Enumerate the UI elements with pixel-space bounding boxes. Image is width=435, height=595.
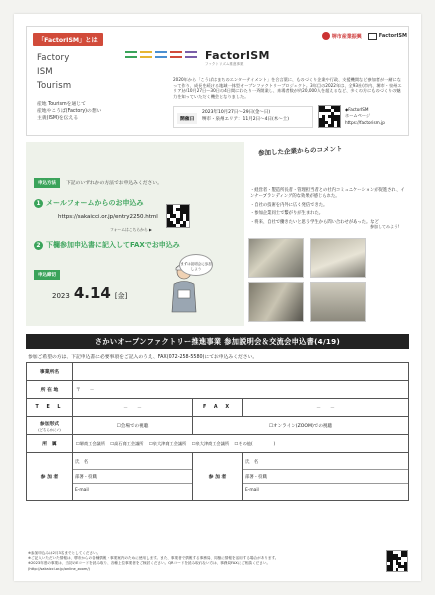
header-logos [322, 32, 407, 40]
name-field[interactable] [99, 456, 192, 470]
form-link[interactable]: フォームはこちらから ▶ [110, 227, 152, 232]
deadline [52, 284, 127, 302]
qr-code-icon[interactable] [318, 105, 341, 128]
hp-line: ◆FactorISM [345, 107, 369, 112]
participant-block-1[interactable] [73, 453, 193, 501]
period-line: 2023年10月27日～29日(金～日) [202, 110, 271, 115]
factorism-small-logo [368, 33, 407, 40]
deadline-date: 4.14 [73, 284, 111, 302]
dept-field[interactable] [99, 470, 192, 484]
email-field[interactable] [99, 484, 192, 498]
address-field[interactable] [73, 381, 409, 399]
factorism-box-icon [368, 33, 377, 40]
period-box [173, 106, 313, 128]
intro-text: 2020年から「こうばはまちのエンターテイメント」を合言葉に、ものづくり企業や行政、支援機関など参加者が一緒になって作り、成長を続ける地域一体型オープンファクトリープロジェクト。3年目の2022年は、全93社(市内、堺市・泉州エリア)が10月27日～30日の4日間にわたり一斉開業し、来場者数が約20,000人を超えるなど、多くの方にものづくりの魅力を知っていただく機会となりました。 [173, 77, 402, 100]
footer-notes [28, 551, 358, 572]
qr-module [337, 124, 340, 127]
participant-grid [73, 456, 192, 498]
step-two [34, 240, 180, 250]
speech-bubble: まずは説明会に参加しよう [179, 254, 213, 276]
member-option[interactable]: ☐泉大津商工会議所 [149, 440, 187, 446]
method-online-checkbox[interactable]: ☐オンライン(ZOOM)での視聴 [193, 417, 409, 435]
step-one [34, 198, 144, 208]
intro-panel [26, 26, 409, 136]
tourism-word: Tourism [37, 81, 72, 91]
company-field[interactable] [73, 363, 409, 381]
factory-subtext [37, 102, 101, 123]
member-option[interactable]: ☐その他( ) [234, 440, 276, 446]
step-two-label: 下欄参加申込書に記入してFAXでお申込み [46, 241, 180, 249]
brand-sub: ファクトリズム推進事業 [205, 62, 244, 66]
comments-head: 参加した企業からのコメント [257, 144, 343, 158]
period-line: 堺市・泉州エリア：11月2日～4日(木～土) [202, 116, 289, 122]
factory-ism-tourism [37, 51, 71, 93]
postal-mark: 〒 － [76, 387, 95, 393]
participant-label-2: 参 加 者 [193, 453, 243, 501]
period-text [202, 110, 289, 124]
name-label: 氏 名 [243, 456, 269, 470]
dept-label: 部署・役職 [73, 470, 99, 484]
footer-line[interactable]: (http://sakaicci.or.jp/online_zoom/) [28, 566, 90, 571]
comment-item: ・経営者・製造所長者・管理担当者との社内コミュニケーションが促進され、インナーブランディング的な効果が感じられた。 [250, 188, 405, 200]
factory-photo [248, 238, 304, 278]
method-label [27, 417, 73, 435]
qr-code-icon[interactable] [166, 204, 190, 228]
comment-item: ・自社の技術を内外に広く発信できた。 [250, 202, 328, 208]
city-name: 堺市産業振興 [331, 33, 362, 40]
footer-line: ※ご記入いただいた情報は、堺市からの各種情報・事業案内のために使用します。また、事業者で情報する事務局、同様に情報を活用する場合があります。 [28, 556, 279, 561]
address-label: 所 在 地 [27, 381, 73, 399]
name-field[interactable] [269, 456, 408, 470]
method-text: 下記のいずれかの方法でお申込みください。 [66, 181, 162, 186]
fax-field[interactable]: － － [243, 399, 409, 417]
member-label: 所 属 [27, 435, 73, 453]
application-form [26, 362, 409, 501]
method-venue-checkbox[interactable]: ☐会場での視聴 [73, 417, 193, 435]
name-label: 氏 名 [73, 456, 99, 470]
qr-code-icon[interactable] [386, 550, 408, 572]
factory-sub-line: 産地やこうば(Factory)の想い [37, 108, 102, 114]
form-lead: 参加ご希望の方は、下記申込書に必要事項をご記入のうえ、FAX(072-258-5580)にてお申込みください。 [28, 355, 258, 360]
entry-url[interactable]: https://sakaicci.or.jp/entry2250.html [58, 214, 158, 220]
tel-label: T E L [27, 399, 73, 417]
participant-grid [243, 456, 408, 498]
brand-name: FactorISM [205, 49, 270, 62]
hp-line: ホームページ [345, 113, 371, 119]
footer-line: ※2023年度の事業は、当初のEコードを読み取り、各種上位事業者をご検討ください。QRコードを読み取れない方は、事務局FAXにご相談ください。 [28, 561, 271, 566]
email-label: E-mail [245, 488, 259, 494]
factory-sub-line: 主義(ISM)を伝える [37, 115, 79, 121]
footer-line: ※参加申込みは2月3名までとしてください。 [28, 551, 101, 555]
form-title: さかいオープンファクトリー推進事業 参加説明会＆交流会申込書(4/19) [26, 334, 409, 349]
tel-field[interactable]: － － [73, 399, 193, 417]
factory-sub-line: 産地 Tourismを通じて [37, 102, 86, 107]
step-number-icon: 1 [34, 199, 43, 208]
step-number-icon: 2 [34, 241, 43, 250]
participant-block-2[interactable] [243, 453, 409, 501]
participant-label-1: 参 加 者 [27, 453, 73, 501]
email-label: E-mail [75, 488, 89, 494]
homepage-info [345, 107, 385, 126]
dept-field[interactable] [269, 470, 408, 484]
factory-photo [310, 282, 366, 322]
deadline-weekday: [金] [114, 292, 128, 300]
period-label: 開催日 [177, 113, 197, 124]
ism-word: ISM [37, 67, 53, 77]
factory-photo [248, 282, 304, 322]
comments-list [250, 188, 405, 228]
member-options[interactable] [73, 435, 409, 453]
fax-label: F A X [193, 399, 243, 417]
method-sub: (どちらかに✓) [38, 427, 61, 432]
small-brand: FactorISM [378, 33, 407, 39]
stripe-logo-icon [125, 51, 197, 58]
dept-label: 部署・役職 [243, 470, 269, 484]
qr-module [404, 568, 407, 571]
factory-photo [310, 238, 366, 278]
factory-word: Factory [37, 53, 70, 63]
deadline-year: 2023 [52, 292, 70, 300]
member-option[interactable]: ☐泉大津商工会議所 [191, 440, 230, 446]
comment-item: ・参加企業同士で繋がりが生まれた。 [250, 211, 324, 217]
factorism-logo [205, 49, 270, 67]
method-tag: 申込方法 [34, 178, 60, 188]
member-option[interactable]: ☐高石商工会議所 [110, 440, 144, 446]
deadline-tag: 申込締切 [34, 270, 60, 280]
factorism-tag: 「FactorISM」とは [33, 33, 103, 46]
method-label-text: 参加形式 [39, 421, 60, 427]
comment-item: ・将来、自社で働きたいと思う学生から問い合わせがあった。など [250, 219, 379, 225]
homepage-link[interactable]: https://factorism.jp [345, 119, 385, 125]
company-label: 事業所名 [27, 363, 73, 381]
step-one-label: メールフォームからのお申込み [46, 199, 144, 207]
mascot-text: 参加してみよう! [370, 224, 400, 229]
member-option[interactable]: ☐堺商工会議所 [76, 440, 105, 446]
city-mark-icon [322, 32, 330, 40]
flyer-page [14, 14, 421, 581]
city-logo [322, 32, 362, 40]
qr-module [186, 224, 189, 227]
email-field[interactable] [269, 484, 408, 498]
